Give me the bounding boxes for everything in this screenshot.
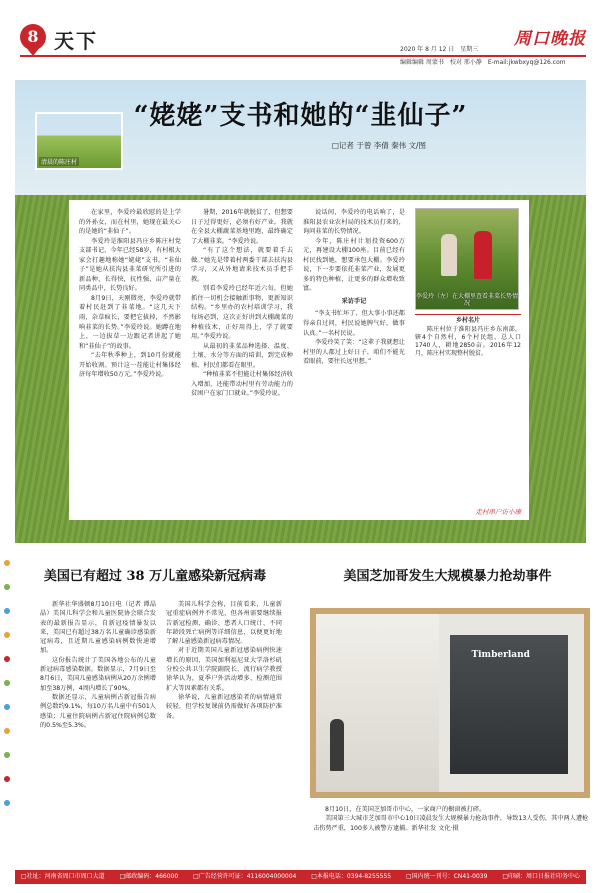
page-footer <box>15 870 586 884</box>
footer-item: □印刷：周口日报社印务中心 <box>502 873 580 880</box>
paragraph: 8月9日，天刚微亮，李爱玲就带着村民赶到了韭菜地。“这几天下雨，杂草疯长，要把它拔掉，不然影响韭菜的长势。”李爱玲说。她蹲在地上，一边拔草一边跟记者讲起了她和“韭仙子”的故事。 <box>79 294 181 350</box>
decorative-dots <box>2 560 12 840</box>
storefront-photo <box>310 608 590 798</box>
feature-column-2 <box>191 208 293 520</box>
paragraph: “种植韭菜不但能让村集体经济收入增加，还能带动村里有劳动能力的贫困户在家门口就业。”李爱玲说。 <box>191 371 293 398</box>
village-thumbnail-photo <box>35 112 123 170</box>
paragraph: “去年秋季种上，到10月份就能开始收割。预计这一茬能让村集体经济每年增收50万元。”李爱玲说。 <box>79 352 181 379</box>
paragraph: 暑期，2016年就脱贫了，但想要日子过得更好，必须有好产业。我就在全县大棚蔬菜基地里跑，最终确定了大棚韭菜。“李爱玲说。 <box>191 209 293 245</box>
paragraph: 今年，陈庄村计划投资600万元，再建设大棚100座。目前已经有村民找到她，想要承包大棚。李爱玲说，下一步要依托韭菜产业，发展更多的特色种植，让更多的群众增收致富。 <box>303 237 405 293</box>
subhead: 采访手记 <box>341 297 367 305</box>
series-stamp: 走村串户访小康 <box>475 508 521 516</box>
feature-byline: □记者 于曾 李倩 秦伟 文/图 <box>331 141 426 150</box>
paragraph: 数据还显示，儿童病例占新冠报告病例总数约9.1%，每10万名儿童中有501人感染；儿童住院病例占新冠住院病例总数的0.5%至5.3%。 <box>40 693 156 729</box>
paragraph: 新华社华盛顿8月10日电（记者 谭晶晶）美国儿科学会和儿童医院协会联合发表的最新报告显示，自新冠疫情暴发以来，美国已有超过38万名儿童确诊感染新冠病毒，且近期儿童感染病例数快速增加。 <box>40 601 156 655</box>
paragraph: 美国儿科学会称，目前看来，儿童新冠重症病例并不常见，但各州需要继续报告新冠检测、确诊、患者人口统计、不同年龄段死亡病例等详细信息，以便更好地了解儿童感染新冠病毒情况。 <box>166 601 282 646</box>
feature-headline: “姥姥”支书和她的“韭仙子” <box>133 101 468 131</box>
story2-headline: 美国芝加哥发生大规模暴力抢劫事件 <box>343 569 552 584</box>
paragraph: 徐华说，儿童新冠感染者的病情通常较轻，但学校复课前仍需做好各项防护准备。 <box>166 693 282 720</box>
village-profile-box <box>415 314 521 358</box>
feature-story <box>15 80 586 543</box>
greenhouse-photo-caption: 李爱玲（左）在大棚里查看韭菜长势情况 <box>416 293 519 307</box>
greenhouse-photo <box>415 208 519 310</box>
page-number-badge: 8 <box>20 24 46 50</box>
feature-column-1 <box>79 208 181 520</box>
footer-item: □社址：河南省周口市周口大道 <box>21 873 105 880</box>
paragraph: 对于近期美国儿童新冠感染病例快速增长的原因，美国加利福尼亚大学洛杉矶分校公共卫生学院副院长、流行病学教授徐华认为，夏季户外活动增多、检测范围扩大等因素都有关系。 <box>166 647 282 692</box>
store-sign: Timberland <box>471 649 530 660</box>
page-header <box>0 0 600 70</box>
feature-column-4 <box>415 208 521 520</box>
village-profile-heading: 乡村名片 <box>455 317 480 324</box>
person-figure <box>474 231 492 279</box>
paragraph: 别看李爱玲已经年近六旬，但她抓住一切机会接触新事物，更新知识结构。“乡里办的农村培训学习，我每场必到，这次正好讲到大棚蔬菜的种植技术，正好用得上，学了就要用。”李爱玲说。 <box>191 285 293 341</box>
footer-item: □本报电话：0394-8255555 <box>311 873 392 880</box>
pedestrian-figure <box>330 719 344 771</box>
thumbnail-caption: 清晨的陈庄村 <box>41 159 78 166</box>
newspaper-logo: 周口晚报 <box>514 29 586 49</box>
story1-column-2 <box>166 600 282 845</box>
issue-date: 2020 年 8 月 12 日 星期三 <box>400 46 479 53</box>
footer-item: □邮政编码：466000 <box>119 873 179 880</box>
paragraph: 8月10日，在美国芝加哥市中心，一家商户的橱窗被打碎。 <box>325 806 486 813</box>
storefront-photo-inner <box>316 614 584 792</box>
footer-item: □国内统一刊号：CN41-0039 <box>406 873 488 880</box>
feature-text-panel <box>69 200 529 520</box>
staff-line: 编辑编辑 周蒙书 校对 邢小静 E-mail:jkwbxyq@126.com <box>400 59 566 66</box>
paragraph: 说话间，李爱玲的电话响了，是淮阳县农业农村局的技术员打来的，询问韭菜的长势情况。 <box>303 209 405 236</box>
paragraph: 这份报告统计了美国各地公布的儿童新冠病毒感染数据。数据显示，7月9日至8月6日，美国儿童感染病例从20万余例增加至38万例，4周内增长了90%。 <box>40 656 156 692</box>
paragraph: 美国第三大城市芝加哥市中心10日凌晨发生大规模暴力抢劫事件，导致13人受伤，其中两人遭枪击伤势严重，100多人被警方逮捕。新华社发 文化·摄 <box>313 815 589 832</box>
paragraph: 李爱玲笑了笑：“这辈子我就想让村里的人都过上好日子，咱们不能光看眼前，要往长远里想。” <box>303 339 405 366</box>
section-title: 天下 <box>54 29 98 53</box>
paragraph: 在家里，李爱玲最欣慰的是上学的外孙女，而在村里，她现在最关心的是她的“韭仙子”。 <box>79 209 181 236</box>
paragraph: “李支书忙坏了，但大事小事还都得亲自过问，村民说她脾气好，做事认真。”一名村民说。 <box>303 310 405 337</box>
story1-headline: 美国已有超过 38 万儿童感染新冠病毒 <box>43 569 267 584</box>
story1-column-1 <box>40 600 156 845</box>
person-figure <box>441 234 457 276</box>
village-profile-text: 陈庄村位于淮阳县冯庄乡东南部，辖4个自然村，6个村民组，总人口1740人，耕地2850亩。2016年12月，陈庄村实现整村脱贫。 <box>415 326 521 357</box>
paragraph: “有了这个想法，就要着手去做。”她先是带着村两委干部去扶沟县学习，又从外地请来技术员手把手教。 <box>191 247 293 283</box>
paragraph: 从最初的韭菜品种选择、温度、土壤、水分等方面的培训，到完成种植，村民们都看在眼里。 <box>191 342 293 369</box>
story2-caption <box>313 805 590 833</box>
paragraph: 李爱玲是淮阳县冯庄乡陈庄村党支部书记，今年已经58岁，有村根大家会打趣地称她“姥姥”支书。“韭仙子”是她从扶沟县韭菜研究所引进的新品种，长得快，抗性强，亩产量在同类品中，长势良好。 <box>79 237 181 293</box>
feature-column-3 <box>303 208 405 520</box>
footer-item: □广告经营许可证：4116004000004 <box>193 873 297 880</box>
header-rule <box>20 55 586 57</box>
